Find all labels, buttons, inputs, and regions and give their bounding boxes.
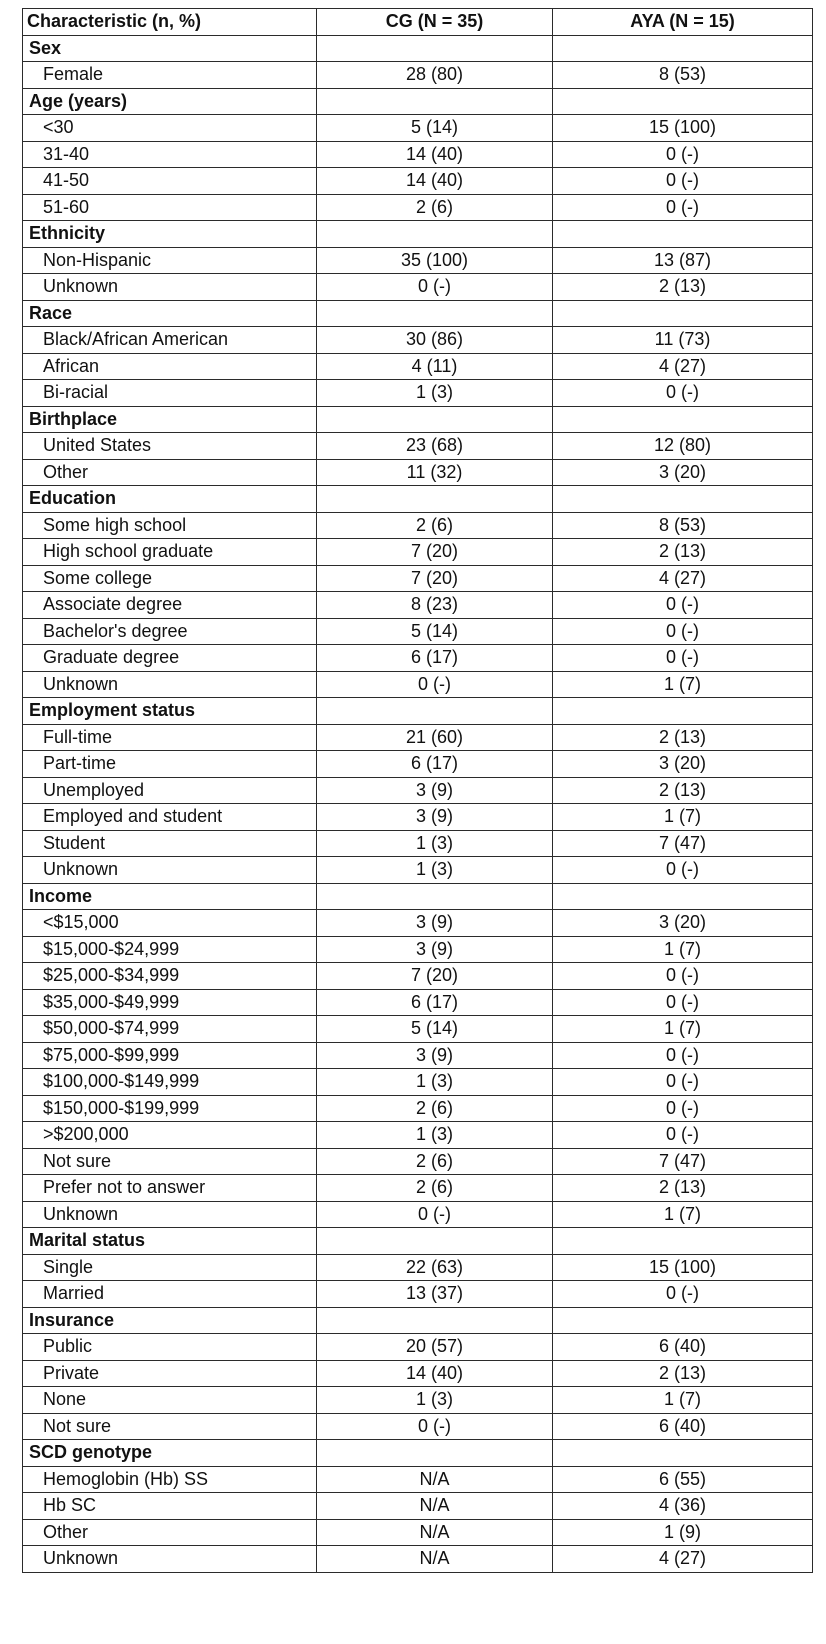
aya-value: 0 (-) bbox=[553, 1122, 813, 1149]
table-row bbox=[23, 141, 813, 168]
row-label: Hb SC bbox=[23, 1493, 317, 1520]
table-row bbox=[23, 353, 813, 380]
aya-value: 0 (-) bbox=[553, 1069, 813, 1096]
cg-value: 23 (68) bbox=[317, 433, 553, 460]
table-row bbox=[23, 857, 813, 884]
cg-value: 0 (-) bbox=[317, 1201, 553, 1228]
aya-value: 1 (7) bbox=[553, 1201, 813, 1228]
cg-value: 14 (40) bbox=[317, 141, 553, 168]
empty-cell bbox=[553, 1228, 813, 1255]
cg-value: 4 (11) bbox=[317, 353, 553, 380]
section-row bbox=[23, 1440, 813, 1467]
row-label: Not sure bbox=[23, 1413, 317, 1440]
cg-value: 6 (17) bbox=[317, 989, 553, 1016]
header-cg: CG (N = 35) bbox=[317, 9, 553, 36]
cg-value: 3 (9) bbox=[317, 936, 553, 963]
aya-value: 0 (-) bbox=[553, 168, 813, 195]
cg-value: 5 (14) bbox=[317, 618, 553, 645]
aya-value: 0 (-) bbox=[553, 1281, 813, 1308]
section-title: Race bbox=[23, 300, 317, 327]
section-row bbox=[23, 35, 813, 62]
cg-value: 13 (37) bbox=[317, 1281, 553, 1308]
aya-value: 0 (-) bbox=[553, 141, 813, 168]
table-row bbox=[23, 1122, 813, 1149]
section-title: Employment status bbox=[23, 698, 317, 725]
empty-cell bbox=[317, 883, 553, 910]
empty-cell bbox=[553, 883, 813, 910]
table-row bbox=[23, 115, 813, 142]
row-label: United States bbox=[23, 433, 317, 460]
empty-cell bbox=[317, 698, 553, 725]
cg-value: 2 (6) bbox=[317, 194, 553, 221]
empty-cell bbox=[317, 300, 553, 327]
row-label: $35,000-$49,999 bbox=[23, 989, 317, 1016]
cg-value: 5 (14) bbox=[317, 115, 553, 142]
row-label: Married bbox=[23, 1281, 317, 1308]
row-label: Unemployed bbox=[23, 777, 317, 804]
aya-value: 0 (-) bbox=[553, 380, 813, 407]
empty-cell bbox=[317, 406, 553, 433]
aya-value: 8 (53) bbox=[553, 512, 813, 539]
aya-value: 4 (36) bbox=[553, 1493, 813, 1520]
cg-value: 7 (20) bbox=[317, 963, 553, 990]
table-row bbox=[23, 1281, 813, 1308]
table-row bbox=[23, 963, 813, 990]
table-row bbox=[23, 1175, 813, 1202]
row-label: Some high school bbox=[23, 512, 317, 539]
table-row bbox=[23, 1466, 813, 1493]
table-row bbox=[23, 274, 813, 301]
row-label: Part-time bbox=[23, 751, 317, 778]
table-row bbox=[23, 433, 813, 460]
cg-value: 0 (-) bbox=[317, 274, 553, 301]
row-label: $150,000-$199,999 bbox=[23, 1095, 317, 1122]
cg-value: N/A bbox=[317, 1546, 553, 1573]
cg-value: 1 (3) bbox=[317, 1069, 553, 1096]
aya-value: 0 (-) bbox=[553, 194, 813, 221]
row-label: Public bbox=[23, 1334, 317, 1361]
row-label: $25,000-$34,999 bbox=[23, 963, 317, 990]
row-label: Associate degree bbox=[23, 592, 317, 619]
row-label: Unknown bbox=[23, 671, 317, 698]
row-label: African bbox=[23, 353, 317, 380]
table-row bbox=[23, 380, 813, 407]
row-label: $15,000-$24,999 bbox=[23, 936, 317, 963]
section-title: Education bbox=[23, 486, 317, 513]
table-row bbox=[23, 989, 813, 1016]
aya-value: 7 (47) bbox=[553, 830, 813, 857]
section-row bbox=[23, 300, 813, 327]
cg-value: 3 (9) bbox=[317, 910, 553, 937]
row-label: Hemoglobin (Hb) SS bbox=[23, 1466, 317, 1493]
cg-value: 7 (20) bbox=[317, 539, 553, 566]
cg-value: 1 (3) bbox=[317, 830, 553, 857]
cg-value: 1 (3) bbox=[317, 380, 553, 407]
aya-value: 11 (73) bbox=[553, 327, 813, 354]
empty-cell bbox=[553, 221, 813, 248]
section-title: Age (years) bbox=[23, 88, 317, 115]
empty-cell bbox=[553, 1307, 813, 1334]
row-label: Other bbox=[23, 459, 317, 486]
aya-value: 6 (40) bbox=[553, 1413, 813, 1440]
row-label: Student bbox=[23, 830, 317, 857]
section-row bbox=[23, 883, 813, 910]
aya-value: 1 (7) bbox=[553, 804, 813, 831]
aya-value: 0 (-) bbox=[553, 1042, 813, 1069]
table-row bbox=[23, 618, 813, 645]
row-label: Unknown bbox=[23, 1201, 317, 1228]
section-row bbox=[23, 88, 813, 115]
cg-value: 6 (17) bbox=[317, 645, 553, 672]
aya-value: 1 (7) bbox=[553, 1387, 813, 1414]
aya-value: 1 (7) bbox=[553, 936, 813, 963]
table-row bbox=[23, 1148, 813, 1175]
aya-value: 4 (27) bbox=[553, 353, 813, 380]
row-label: High school graduate bbox=[23, 539, 317, 566]
row-label: $50,000-$74,999 bbox=[23, 1016, 317, 1043]
cg-value: 6 (17) bbox=[317, 751, 553, 778]
row-label: Unknown bbox=[23, 857, 317, 884]
table-row bbox=[23, 327, 813, 354]
section-row bbox=[23, 1228, 813, 1255]
cg-value: 2 (6) bbox=[317, 1095, 553, 1122]
empty-cell bbox=[317, 35, 553, 62]
aya-value: 2 (13) bbox=[553, 539, 813, 566]
row-label: Private bbox=[23, 1360, 317, 1387]
table-row bbox=[23, 1069, 813, 1096]
aya-value: 2 (13) bbox=[553, 1175, 813, 1202]
cg-value: 28 (80) bbox=[317, 62, 553, 89]
empty-cell bbox=[553, 406, 813, 433]
row-label: Some college bbox=[23, 565, 317, 592]
header-characteristic: Characteristic (n, %) bbox=[23, 9, 317, 36]
empty-cell bbox=[553, 300, 813, 327]
table-row bbox=[23, 539, 813, 566]
section-title: Marital status bbox=[23, 1228, 317, 1255]
row-label: <$15,000 bbox=[23, 910, 317, 937]
section-title: SCD genotype bbox=[23, 1440, 317, 1467]
aya-value: 0 (-) bbox=[553, 989, 813, 1016]
table-row bbox=[23, 1016, 813, 1043]
table-row bbox=[23, 751, 813, 778]
row-label: Not sure bbox=[23, 1148, 317, 1175]
cg-value: 0 (-) bbox=[317, 1413, 553, 1440]
cg-value: 8 (23) bbox=[317, 592, 553, 619]
table-row bbox=[23, 1546, 813, 1573]
empty-cell bbox=[553, 1440, 813, 1467]
cg-value: 2 (6) bbox=[317, 1175, 553, 1202]
aya-value: 0 (-) bbox=[553, 857, 813, 884]
empty-cell bbox=[317, 1440, 553, 1467]
table-row bbox=[23, 168, 813, 195]
section-title: Insurance bbox=[23, 1307, 317, 1334]
empty-cell bbox=[317, 1228, 553, 1255]
section-row bbox=[23, 1307, 813, 1334]
cg-value: 1 (3) bbox=[317, 1387, 553, 1414]
table-row bbox=[23, 910, 813, 937]
table-row bbox=[23, 592, 813, 619]
table-row bbox=[23, 512, 813, 539]
aya-value: 3 (20) bbox=[553, 459, 813, 486]
table-row bbox=[23, 62, 813, 89]
empty-cell bbox=[317, 486, 553, 513]
cg-value: 1 (3) bbox=[317, 857, 553, 884]
row-label: 41-50 bbox=[23, 168, 317, 195]
row-label: Single bbox=[23, 1254, 317, 1281]
row-label: >$200,000 bbox=[23, 1122, 317, 1149]
table-row bbox=[23, 1413, 813, 1440]
section-row bbox=[23, 406, 813, 433]
aya-value: 1 (9) bbox=[553, 1519, 813, 1546]
row-label: Unknown bbox=[23, 274, 317, 301]
section-title: Birthplace bbox=[23, 406, 317, 433]
row-label: 51-60 bbox=[23, 194, 317, 221]
table-row bbox=[23, 1519, 813, 1546]
section-title: Sex bbox=[23, 35, 317, 62]
table-row bbox=[23, 1095, 813, 1122]
row-label: Female bbox=[23, 62, 317, 89]
empty-cell bbox=[317, 1307, 553, 1334]
table-row bbox=[23, 724, 813, 751]
table-row bbox=[23, 936, 813, 963]
table-row bbox=[23, 247, 813, 274]
cg-value: 2 (6) bbox=[317, 512, 553, 539]
table-body bbox=[23, 35, 813, 1572]
table-row bbox=[23, 1254, 813, 1281]
cg-value: N/A bbox=[317, 1466, 553, 1493]
table-row bbox=[23, 671, 813, 698]
row-label: Other bbox=[23, 1519, 317, 1546]
aya-value: 3 (20) bbox=[553, 751, 813, 778]
row-label: Non-Hispanic bbox=[23, 247, 317, 274]
cg-value: 35 (100) bbox=[317, 247, 553, 274]
cg-value: 11 (32) bbox=[317, 459, 553, 486]
aya-value: 15 (100) bbox=[553, 1254, 813, 1281]
cg-value: N/A bbox=[317, 1493, 553, 1520]
table-row bbox=[23, 1360, 813, 1387]
aya-value: 1 (7) bbox=[553, 671, 813, 698]
aya-value: 0 (-) bbox=[553, 1095, 813, 1122]
aya-value: 0 (-) bbox=[553, 645, 813, 672]
cg-value: 14 (40) bbox=[317, 1360, 553, 1387]
aya-value: 4 (27) bbox=[553, 565, 813, 592]
cg-value: 7 (20) bbox=[317, 565, 553, 592]
row-label: Bi-racial bbox=[23, 380, 317, 407]
aya-value: 7 (47) bbox=[553, 1148, 813, 1175]
demographics-table bbox=[22, 8, 813, 1573]
cg-value: 5 (14) bbox=[317, 1016, 553, 1043]
aya-value: 0 (-) bbox=[553, 592, 813, 619]
table-row bbox=[23, 777, 813, 804]
table-row bbox=[23, 645, 813, 672]
aya-value: 0 (-) bbox=[553, 963, 813, 990]
table-row bbox=[23, 565, 813, 592]
table-row bbox=[23, 830, 813, 857]
row-label: $75,000-$99,999 bbox=[23, 1042, 317, 1069]
row-label: Black/African American bbox=[23, 327, 317, 354]
cg-value: 21 (60) bbox=[317, 724, 553, 751]
table-row bbox=[23, 1493, 813, 1520]
table-row bbox=[23, 194, 813, 221]
cg-value: 3 (9) bbox=[317, 804, 553, 831]
section-row bbox=[23, 221, 813, 248]
empty-cell bbox=[553, 35, 813, 62]
aya-value: 4 (27) bbox=[553, 1546, 813, 1573]
section-title: Ethnicity bbox=[23, 221, 317, 248]
section-row bbox=[23, 486, 813, 513]
table-row bbox=[23, 1334, 813, 1361]
aya-value: 6 (40) bbox=[553, 1334, 813, 1361]
cg-value: 1 (3) bbox=[317, 1122, 553, 1149]
aya-value: 2 (13) bbox=[553, 724, 813, 751]
empty-cell bbox=[317, 221, 553, 248]
empty-cell bbox=[317, 88, 553, 115]
header-row bbox=[23, 9, 813, 36]
cg-value: 22 (63) bbox=[317, 1254, 553, 1281]
aya-value: 3 (20) bbox=[553, 910, 813, 937]
row-label: 31-40 bbox=[23, 141, 317, 168]
cg-value: 30 (86) bbox=[317, 327, 553, 354]
row-label: Graduate degree bbox=[23, 645, 317, 672]
section-title: Income bbox=[23, 883, 317, 910]
row-label: None bbox=[23, 1387, 317, 1414]
aya-value: 0 (-) bbox=[553, 618, 813, 645]
aya-value: 1 (7) bbox=[553, 1016, 813, 1043]
table-row bbox=[23, 459, 813, 486]
cg-value: 20 (57) bbox=[317, 1334, 553, 1361]
row-label: Prefer not to answer bbox=[23, 1175, 317, 1202]
cg-value: 2 (6) bbox=[317, 1148, 553, 1175]
cg-value: 3 (9) bbox=[317, 777, 553, 804]
aya-value: 6 (55) bbox=[553, 1466, 813, 1493]
table-row bbox=[23, 1387, 813, 1414]
row-label: Unknown bbox=[23, 1546, 317, 1573]
aya-value: 2 (13) bbox=[553, 274, 813, 301]
table-row bbox=[23, 1201, 813, 1228]
empty-cell bbox=[553, 486, 813, 513]
table-header bbox=[23, 9, 813, 36]
cg-value: N/A bbox=[317, 1519, 553, 1546]
aya-value: 12 (80) bbox=[553, 433, 813, 460]
aya-value: 2 (13) bbox=[553, 777, 813, 804]
aya-value: 2 (13) bbox=[553, 1360, 813, 1387]
empty-cell bbox=[553, 698, 813, 725]
row-label: Employed and student bbox=[23, 804, 317, 831]
header-aya: AYA (N = 15) bbox=[553, 9, 813, 36]
row-label: <30 bbox=[23, 115, 317, 142]
aya-value: 15 (100) bbox=[553, 115, 813, 142]
cg-value: 14 (40) bbox=[317, 168, 553, 195]
table-row bbox=[23, 1042, 813, 1069]
cg-value: 0 (-) bbox=[317, 671, 553, 698]
row-label: Full-time bbox=[23, 724, 317, 751]
cg-value: 3 (9) bbox=[317, 1042, 553, 1069]
table-row bbox=[23, 804, 813, 831]
row-label: $100,000-$149,999 bbox=[23, 1069, 317, 1096]
aya-value: 13 (87) bbox=[553, 247, 813, 274]
section-row bbox=[23, 698, 813, 725]
aya-value: 8 (53) bbox=[553, 62, 813, 89]
row-label: Bachelor's degree bbox=[23, 618, 317, 645]
empty-cell bbox=[553, 88, 813, 115]
